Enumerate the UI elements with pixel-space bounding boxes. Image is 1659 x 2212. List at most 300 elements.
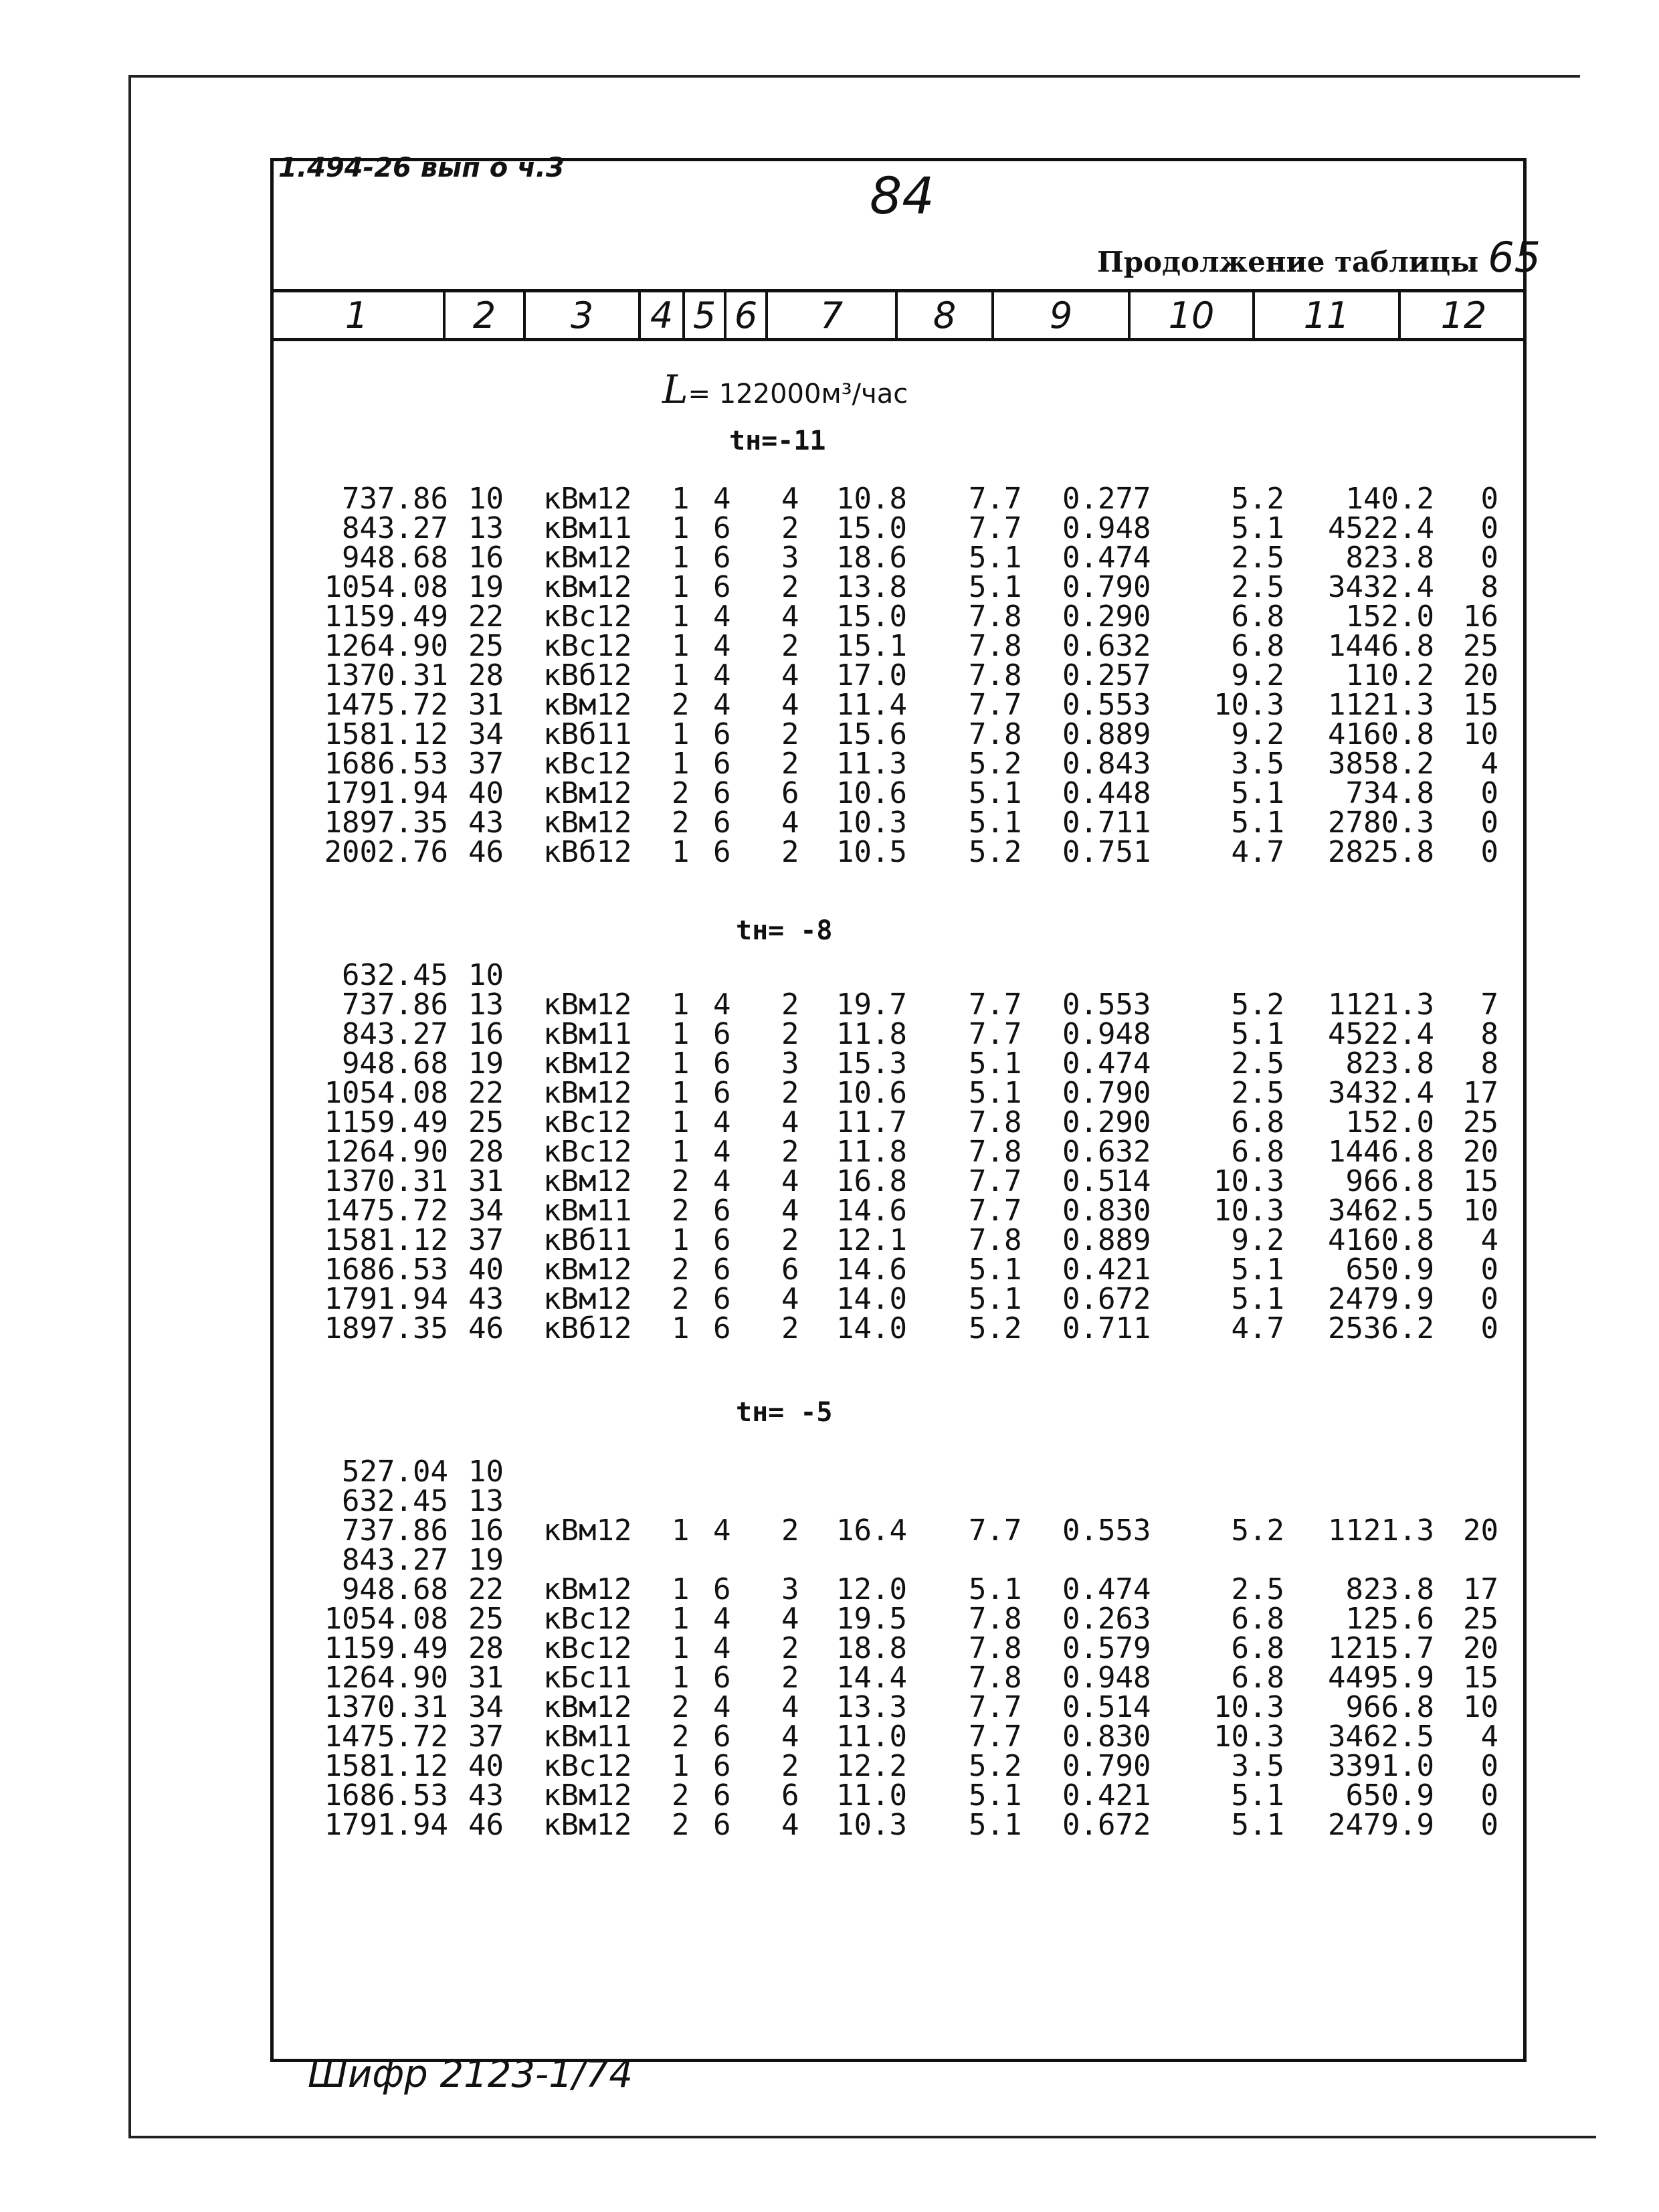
table-cell: 5.1 [969, 1282, 1022, 1316]
table-cell: кВм12 [543, 1076, 632, 1110]
table-cell: кВм12 [543, 806, 632, 840]
table-cell: 2479.9 [1328, 1282, 1434, 1316]
table-cell: 20 [1463, 1135, 1498, 1169]
table-cell: 4 [781, 1690, 799, 1724]
table-cell: 5.1 [969, 1778, 1022, 1813]
table-cell: 3432.4 [1328, 570, 1434, 604]
table-cell: 12.0 [836, 1572, 907, 1606]
table-cell: 737.86 [342, 482, 448, 516]
table-cell: 9.2 [1231, 717, 1284, 751]
column-header: 4 [641, 292, 685, 338]
table-cell: 1 [672, 1661, 690, 1695]
table-cell: 25 [1463, 629, 1498, 663]
table-cell: 4 [713, 1631, 731, 1665]
table-cell: 4 [781, 806, 799, 840]
table-cell: 6.8 [1231, 629, 1284, 663]
table-cell: кВм12 [543, 1253, 632, 1287]
table-cell: 843.27 [342, 511, 448, 545]
table-cell: 2 [781, 1017, 799, 1051]
table-cell: 1 [672, 1311, 690, 1346]
table-cell: 0.632 [1062, 629, 1151, 663]
table-cell: 43 [468, 1282, 504, 1316]
table-cell: 2 [672, 1778, 690, 1813]
table-cell: 19 [468, 570, 504, 604]
table-cell: 15 [1463, 1661, 1498, 1695]
table-cell: 6 [713, 717, 731, 751]
table-cell: 37 [468, 1223, 504, 1257]
table-cell: 4 [713, 988, 731, 1022]
table-cell: 2.5 [1231, 1572, 1284, 1606]
table-cell: 1446.8 [1328, 1135, 1434, 1169]
table-cell: 6 [713, 747, 731, 781]
table-cell: 632.45 [342, 1484, 448, 1518]
table-cell: 9.2 [1231, 658, 1284, 693]
table-cell: 17 [1463, 1076, 1498, 1110]
table-cell: 1121.3 [1328, 1513, 1434, 1548]
table-cell: 2.5 [1231, 570, 1284, 604]
table-cell: 0.830 [1062, 1720, 1151, 1754]
table-cell: 10.3 [1213, 1194, 1284, 1228]
table-cell: кВм11 [543, 1017, 632, 1051]
table-cell: 1686.53 [324, 1778, 448, 1813]
table-cell: 1 [672, 1017, 690, 1051]
table-cell: 5.1 [969, 1046, 1022, 1081]
table-cell: 2.5 [1231, 541, 1284, 575]
table-cell: 1370.31 [324, 658, 448, 693]
table-cell: 43 [468, 1778, 504, 1813]
table-cell: 2 [781, 1311, 799, 1346]
table-cell: 1 [672, 1749, 690, 1783]
table-cell: 14.6 [836, 1194, 907, 1228]
footer-cipher: Шифр 2123-1/74 [308, 2053, 633, 2096]
margin-note: 1.494-26 вып о ч.3 [278, 153, 565, 183]
section-title: tн= -8 [736, 915, 833, 946]
table-cell: кВм11 [543, 1194, 632, 1228]
table-cell: 6.8 [1231, 1631, 1284, 1665]
table-cell: 7.8 [969, 658, 1022, 693]
table-cell: 11.8 [836, 1017, 907, 1051]
table-cell: 14.4 [836, 1661, 907, 1695]
table-cell: 10 [468, 958, 504, 992]
table-cell: 0.257 [1062, 658, 1151, 693]
table-cell: 140.2 [1345, 482, 1434, 516]
table-cell: 11.7 [836, 1105, 907, 1139]
table-cell: 0.711 [1062, 1311, 1151, 1346]
table-cell: 0.514 [1062, 1164, 1151, 1198]
column-header: 6 [726, 292, 768, 338]
table-cell: 4 [781, 1105, 799, 1139]
table-cell: 0 [1480, 1778, 1498, 1813]
table-cell: 5.1 [969, 541, 1022, 575]
table-cell: 4 [781, 1194, 799, 1228]
table-cell: 28 [468, 1631, 504, 1665]
table-cell: 843.27 [342, 1543, 448, 1577]
table-cell: 4 [713, 688, 731, 722]
table-cell: кВм12 [543, 482, 632, 516]
table-cell: 0.263 [1062, 1602, 1151, 1636]
table-cell: 46 [468, 1808, 504, 1842]
table-cell: 5.1 [1231, 511, 1284, 545]
table-cell: 823.8 [1345, 1046, 1434, 1081]
table-cell: 18.8 [836, 1631, 907, 1665]
table-cell: 0.553 [1062, 988, 1151, 1022]
table-cell: 40 [468, 1253, 504, 1287]
table-cell: 4 [713, 1690, 731, 1724]
table-cell: 4 [713, 1105, 731, 1139]
table-cell: 20 [1463, 658, 1498, 693]
table-cell: 6 [713, 1282, 731, 1316]
table-cell: 1159.49 [324, 1631, 448, 1665]
table-cell: 10 [1463, 1194, 1498, 1228]
table-cell: кВм12 [543, 1690, 632, 1724]
table-cell: кВм12 [543, 541, 632, 575]
table-cell: 650.9 [1345, 1253, 1434, 1287]
section-title: tн=-11 [729, 426, 826, 456]
table-cell: 0.843 [1062, 747, 1151, 781]
table-cell: 2 [781, 1661, 799, 1695]
air-flow-label [662, 367, 908, 412]
table-cell: 0.553 [1062, 1513, 1151, 1548]
table-cell: 1791.94 [324, 1808, 448, 1842]
table-cell: 7.8 [969, 1223, 1022, 1257]
column-header: 1 [270, 292, 446, 338]
table-cell: 34 [468, 1690, 504, 1724]
table-cell: 1 [672, 600, 690, 634]
table-cell: 9.2 [1231, 1223, 1284, 1257]
table-cell: 5.1 [969, 776, 1022, 810]
table-cell: 11.0 [836, 1778, 907, 1813]
table-cell: 1 [672, 1631, 690, 1665]
table-cell: 46 [468, 835, 504, 869]
page-number: 84 [870, 166, 935, 225]
table-cell: 7.8 [969, 1135, 1022, 1169]
table-cell: 1370.31 [324, 1690, 448, 1724]
table-cell: 1 [672, 541, 690, 575]
table-cell: 10.6 [836, 776, 907, 810]
table-cell: 6 [713, 1194, 731, 1228]
table-cell: 10.3 [1213, 1690, 1284, 1724]
table-cell: 31 [468, 688, 504, 722]
table-cell: 7.7 [969, 1513, 1022, 1548]
table-cell: 2 [781, 1513, 799, 1548]
table-cell: 2 [672, 1808, 690, 1842]
table-cell: 11.8 [836, 1135, 907, 1169]
table-cell: 28 [468, 1135, 504, 1169]
table-cell: 6 [781, 1253, 799, 1287]
table-cell: 5.2 [1231, 482, 1284, 516]
table-cell: 2 [781, 570, 799, 604]
table-cell: 948.68 [342, 541, 448, 575]
table-cell: 15.0 [836, 511, 907, 545]
table-cell: 1264.90 [324, 1135, 448, 1169]
table-cell: 3.5 [1231, 747, 1284, 781]
table-cell: 6 [713, 570, 731, 604]
table-cell: 737.86 [342, 988, 448, 1022]
table-cell: 734.8 [1345, 776, 1434, 810]
table-cell: 13.3 [836, 1690, 907, 1724]
table-cell: 5.2 [969, 1311, 1022, 1346]
table-cell: 3.5 [1231, 1749, 1284, 1783]
table-cell: 5.1 [1231, 806, 1284, 840]
table-cell: 4 [713, 1135, 731, 1169]
table-cell: 2 [781, 988, 799, 1022]
table-cell: 0.790 [1062, 1076, 1151, 1110]
table-cell: 19 [468, 1046, 504, 1081]
table-cell: 4 [713, 1602, 731, 1636]
table-cell: 0.290 [1062, 1105, 1151, 1139]
table-cell: 22 [468, 1076, 504, 1110]
table-cell: 7.7 [969, 1720, 1022, 1754]
table-cell: 7.7 [969, 1164, 1022, 1198]
table-cell: 1446.8 [1328, 629, 1434, 663]
column-header: 12 [1440, 294, 1487, 337]
table-cell: 5.1 [969, 1808, 1022, 1842]
table-cell: 0 [1480, 541, 1498, 575]
table-cell: 1 [672, 1572, 690, 1606]
table-cell: 31 [468, 1164, 504, 1198]
table-cell: 0.672 [1062, 1808, 1151, 1842]
table-cell: 1 [672, 482, 690, 516]
table-cell: 10.8 [836, 482, 907, 516]
table-cell: 13.8 [836, 570, 907, 604]
table-cell: 3462.5 [1328, 1720, 1434, 1754]
table-cell: 5.2 [1231, 988, 1284, 1022]
table-cell: 7.8 [969, 629, 1022, 663]
table-cell: 4.7 [1231, 835, 1284, 869]
table-cell: 28 [468, 658, 504, 693]
table-cell: 4 [713, 1164, 731, 1198]
table-cell: кВм12 [543, 688, 632, 722]
table-cell: 6 [713, 1808, 731, 1842]
table-cell: 4 [1480, 1223, 1498, 1257]
table-cell: 0.948 [1062, 1661, 1151, 1695]
table-cell: 5.2 [969, 747, 1022, 781]
table-cell: 0 [1480, 1808, 1498, 1842]
table-cell: 6.8 [1231, 1135, 1284, 1169]
table-cell: 7.8 [969, 1631, 1022, 1665]
table-cell: кВм11 [543, 1720, 632, 1754]
table-cell: 2 [781, 511, 799, 545]
table-cell: 8 [1480, 1017, 1498, 1051]
table-cell: 152.0 [1345, 600, 1434, 634]
table-cell: 823.8 [1345, 1572, 1434, 1606]
table-cell: 2536.2 [1328, 1311, 1434, 1346]
table-cell: 0 [1480, 835, 1498, 869]
table-cell: 0.553 [1062, 688, 1151, 722]
table-cell: 1 [672, 1513, 690, 1548]
table-cell: 843.27 [342, 1017, 448, 1051]
table-cell: 13 [468, 988, 504, 1022]
table-cell: кВб11 [543, 1223, 632, 1257]
table-cell: 1686.53 [324, 747, 448, 781]
table-cell: 8 [1480, 570, 1498, 604]
table-cell: 11.0 [836, 1720, 907, 1754]
table-cell: 2 [672, 1253, 690, 1287]
table-cell: 4160.8 [1328, 1223, 1434, 1257]
table-cell: 16 [468, 1513, 504, 1548]
table-cell: 2825.8 [1328, 835, 1434, 869]
table-cell: 1215.7 [1328, 1631, 1434, 1665]
table-cell: 125.6 [1345, 1602, 1434, 1636]
table-cell: 7 [1480, 988, 1498, 1022]
table-cell: 1 [672, 1135, 690, 1169]
table-cell: 1686.53 [324, 1253, 448, 1287]
table-cell: кВм12 [543, 1513, 632, 1548]
table-cell: 1121.3 [1328, 688, 1434, 722]
table-cell: 5.1 [969, 1076, 1022, 1110]
table-cell: 7.7 [969, 511, 1022, 545]
table-cell: кВс12 [543, 1602, 632, 1636]
table-cell: 10.3 [836, 1808, 907, 1842]
table-cell: 4 [781, 482, 799, 516]
table-cell: 0 [1480, 1749, 1498, 1783]
table-cell: 4 [781, 658, 799, 693]
table-cell: 1054.08 [324, 1076, 448, 1110]
table-cell: 6 [713, 1778, 731, 1813]
table-cell: 2002.76 [324, 835, 448, 869]
table-cell: 2 [672, 1690, 690, 1724]
column-header: 3 [526, 292, 641, 338]
table-cell: 4160.8 [1328, 717, 1434, 751]
table-cell: 0 [1480, 806, 1498, 840]
table-cell: 0 [1480, 511, 1498, 545]
table-cell: 3 [781, 541, 799, 575]
table-cell: 1 [672, 1223, 690, 1257]
table-cell: 1897.35 [324, 1311, 448, 1346]
table-cell: 16 [468, 1017, 504, 1051]
table-cell: 1370.31 [324, 1164, 448, 1198]
table-cell: 7.8 [969, 1661, 1022, 1695]
table-cell: 2 [781, 1076, 799, 1110]
table-cell: кВм12 [543, 1046, 632, 1081]
table-cell: 11.3 [836, 747, 907, 781]
table-cell: 16 [468, 541, 504, 575]
table-cell: 5.1 [1231, 776, 1284, 810]
table-cell: 7.8 [969, 1105, 1022, 1139]
table-cell: 5.1 [969, 1572, 1022, 1606]
table-cell: кВс12 [543, 1749, 632, 1783]
table-cell: 4.7 [1231, 1311, 1284, 1346]
table-cell: кВм12 [543, 1808, 632, 1842]
table-cell: 2 [672, 806, 690, 840]
table-cell: 7.7 [969, 1017, 1022, 1051]
table-cell: 0.474 [1062, 1572, 1151, 1606]
table-cell: 7.7 [969, 482, 1022, 516]
table-cell: 6.8 [1231, 1105, 1284, 1139]
table-cell: 2 [781, 747, 799, 781]
table-cell: 34 [468, 717, 504, 751]
table-cell: 1 [672, 629, 690, 663]
table-cell: 0.751 [1062, 835, 1151, 869]
column-header: 8 [898, 292, 994, 338]
table-cell: 16 [1463, 600, 1498, 634]
table-cell: 7.8 [969, 717, 1022, 751]
table-cell: 18.6 [836, 541, 907, 575]
table-cell: 40 [468, 1749, 504, 1783]
continued-caption [1097, 233, 1541, 282]
table-cell: 1159.49 [324, 1105, 448, 1139]
table-cell: 0.889 [1062, 717, 1151, 751]
table-cell: 2 [781, 1749, 799, 1783]
table-cell: кВб12 [543, 1311, 632, 1346]
table-cell: 7.7 [969, 1690, 1022, 1724]
table-cell: 2.5 [1231, 1046, 1284, 1081]
table-cell: 4 [1480, 747, 1498, 781]
table-cell: 10.3 [1213, 1720, 1284, 1754]
column-header: 9 [994, 292, 1131, 338]
table-cell: 4 [713, 658, 731, 693]
table-cell: 0.421 [1062, 1253, 1151, 1287]
table-cell: 5.1 [1231, 1253, 1284, 1287]
table-cell: 10.3 [1213, 1164, 1284, 1198]
table-cell: 4 [713, 1513, 731, 1548]
table-cell: 4 [1480, 1720, 1498, 1754]
table-cell: 12.2 [836, 1749, 907, 1783]
table-cell: 1 [672, 1076, 690, 1110]
table-cell: 4 [781, 1164, 799, 1198]
table-cell: 6 [713, 541, 731, 575]
table-cell: кВс12 [543, 1105, 632, 1139]
table-cell: 0 [1480, 1253, 1498, 1287]
table-cell: кВм12 [543, 1164, 632, 1198]
table-cell: 10 [468, 482, 504, 516]
table-cell: 5.2 [969, 835, 1022, 869]
table-cell: 4 [781, 1720, 799, 1754]
table-cell: 2 [781, 1631, 799, 1665]
table-cell: 152.0 [1345, 1105, 1434, 1139]
table-cell: 6 [713, 1017, 731, 1051]
table-cell: 4 [713, 629, 731, 663]
table-cell: 0 [1480, 482, 1498, 516]
table-cell: 0.672 [1062, 1282, 1151, 1316]
table-cell: 0 [1480, 1282, 1498, 1316]
table-cell: 5.1 [1231, 1808, 1284, 1842]
table-cell: 7.8 [969, 1602, 1022, 1636]
table-cell: 0.632 [1062, 1135, 1151, 1169]
table-cell: 7.7 [969, 1194, 1022, 1228]
table-cell: 6.8 [1231, 600, 1284, 634]
table-cell: 3391.0 [1328, 1749, 1434, 1783]
table-cell: 0.474 [1062, 1046, 1151, 1081]
table-cell: кВс12 [543, 1631, 632, 1665]
table-cell: 1121.3 [1328, 988, 1434, 1022]
table-cell: 0.474 [1062, 541, 1151, 575]
table-cell: 1581.12 [324, 717, 448, 751]
table-cell: кВм12 [543, 1778, 632, 1813]
table-cell: 0.790 [1062, 1749, 1151, 1783]
table-cell: 10 [1463, 717, 1498, 751]
table-cell: 25 [468, 629, 504, 663]
table-cell: 2 [781, 629, 799, 663]
table-cell: 1 [672, 717, 690, 751]
table-cell: 6 [781, 776, 799, 810]
table-cell: 7.8 [969, 600, 1022, 634]
table-cell: 7.7 [969, 988, 1022, 1022]
table-cell: 20 [1463, 1513, 1498, 1548]
table-cell: 17.0 [836, 658, 907, 693]
table-cell: 650.9 [1345, 1778, 1434, 1813]
table-cell: 6 [713, 806, 731, 840]
flow-symbol: L [662, 367, 688, 412]
table-cell: 2 [672, 1194, 690, 1228]
table-cell: 43 [468, 806, 504, 840]
table-cell: 10.5 [836, 835, 907, 869]
table-cell: 8 [1480, 1046, 1498, 1081]
table-cell: 948.68 [342, 1046, 448, 1081]
table-cell: 19.7 [836, 988, 907, 1022]
table-cell: 31 [468, 1661, 504, 1695]
table-cell: 3462.5 [1328, 1194, 1434, 1228]
